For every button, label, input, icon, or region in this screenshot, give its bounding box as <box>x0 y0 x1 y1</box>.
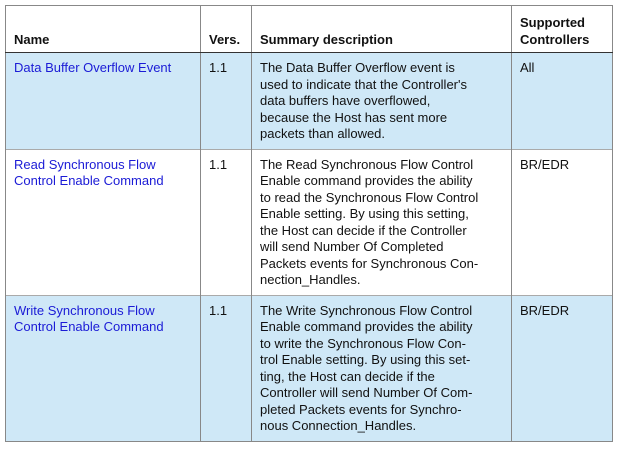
summary-line: trol Enable setting. By using this set- <box>260 352 471 367</box>
command-name-link[interactable] <box>14 303 194 336</box>
name-line: Control Enable Command <box>14 173 164 188</box>
row-version: 1.1 <box>201 53 252 150</box>
row-controllers: BR/EDR <box>512 149 613 295</box>
row-version: 1.1 <box>201 295 252 441</box>
header-summary: Summary description <box>252 6 512 53</box>
row-controllers: BR/EDR <box>512 295 613 441</box>
summary-line: the Host can decide if the Controller <box>260 222 467 238</box>
table-row <box>6 149 613 295</box>
row-summary <box>252 53 512 150</box>
name-line: Control Enable Command <box>14 319 164 334</box>
row-version: 1.1 <box>201 149 252 295</box>
summary-line: Controller will send Number Of Com- <box>260 385 473 400</box>
summary-line: packets than allowed. <box>260 126 386 141</box>
summary-line: Enable command provides the ability <box>260 319 473 334</box>
summary-line: The Read Synchronous Flow Control <box>260 156 474 172</box>
row-summary <box>252 149 512 295</box>
summary-line: because the Host has sent more <box>260 109 448 125</box>
hci-commands-table <box>5 5 613 442</box>
summary-line: will send Number Of Completed <box>260 239 444 254</box>
name-line: Read Synchronous Flow <box>14 156 156 172</box>
table-row <box>6 295 613 441</box>
row-name-cell <box>6 53 201 150</box>
table-row <box>6 53 613 150</box>
summary-line: nous Connection_Handles. <box>260 418 417 433</box>
header-controllers <box>512 6 613 53</box>
summary-line: Enable setting. By using this setting, <box>260 206 469 221</box>
summary-line: ting, the Host can decide if the <box>260 368 435 384</box>
table-header-row <box>6 6 613 53</box>
row-controllers: All <box>512 53 613 150</box>
command-name-link[interactable]: Data Buffer Overflow Event <box>14 60 172 75</box>
summary-line: Packets events for Synchronous Con- <box>260 255 479 271</box>
header-controllers-line2: Controllers <box>520 31 590 47</box>
summary-line: data buffers have overflowed, <box>260 93 431 108</box>
summary-line: The Write Synchronous Flow Control <box>260 302 473 318</box>
summary-line: Enable command provides the ability <box>260 173 473 188</box>
row-name-cell <box>6 149 201 295</box>
row-name-cell <box>6 295 201 441</box>
header-version: Vers. <box>201 6 252 53</box>
summary-line: pleted Packets events for Synchro- <box>260 401 462 417</box>
summary-line: to write the Synchronous Flow Con- <box>260 335 466 351</box>
summary-line: to read the Synchronous Flow Control <box>260 189 479 205</box>
header-name: Name <box>6 6 201 53</box>
row-summary <box>252 295 512 441</box>
summary-line: The Data Buffer Overflow event is <box>260 60 455 75</box>
name-line: Write Synchronous Flow <box>14 302 155 318</box>
command-name-link[interactable] <box>14 157 194 190</box>
summary-line: nection_Handles. <box>260 272 361 287</box>
header-controllers-line1: Supported <box>520 15 585 30</box>
summary-line: used to indicate that the Controller's <box>260 76 467 92</box>
